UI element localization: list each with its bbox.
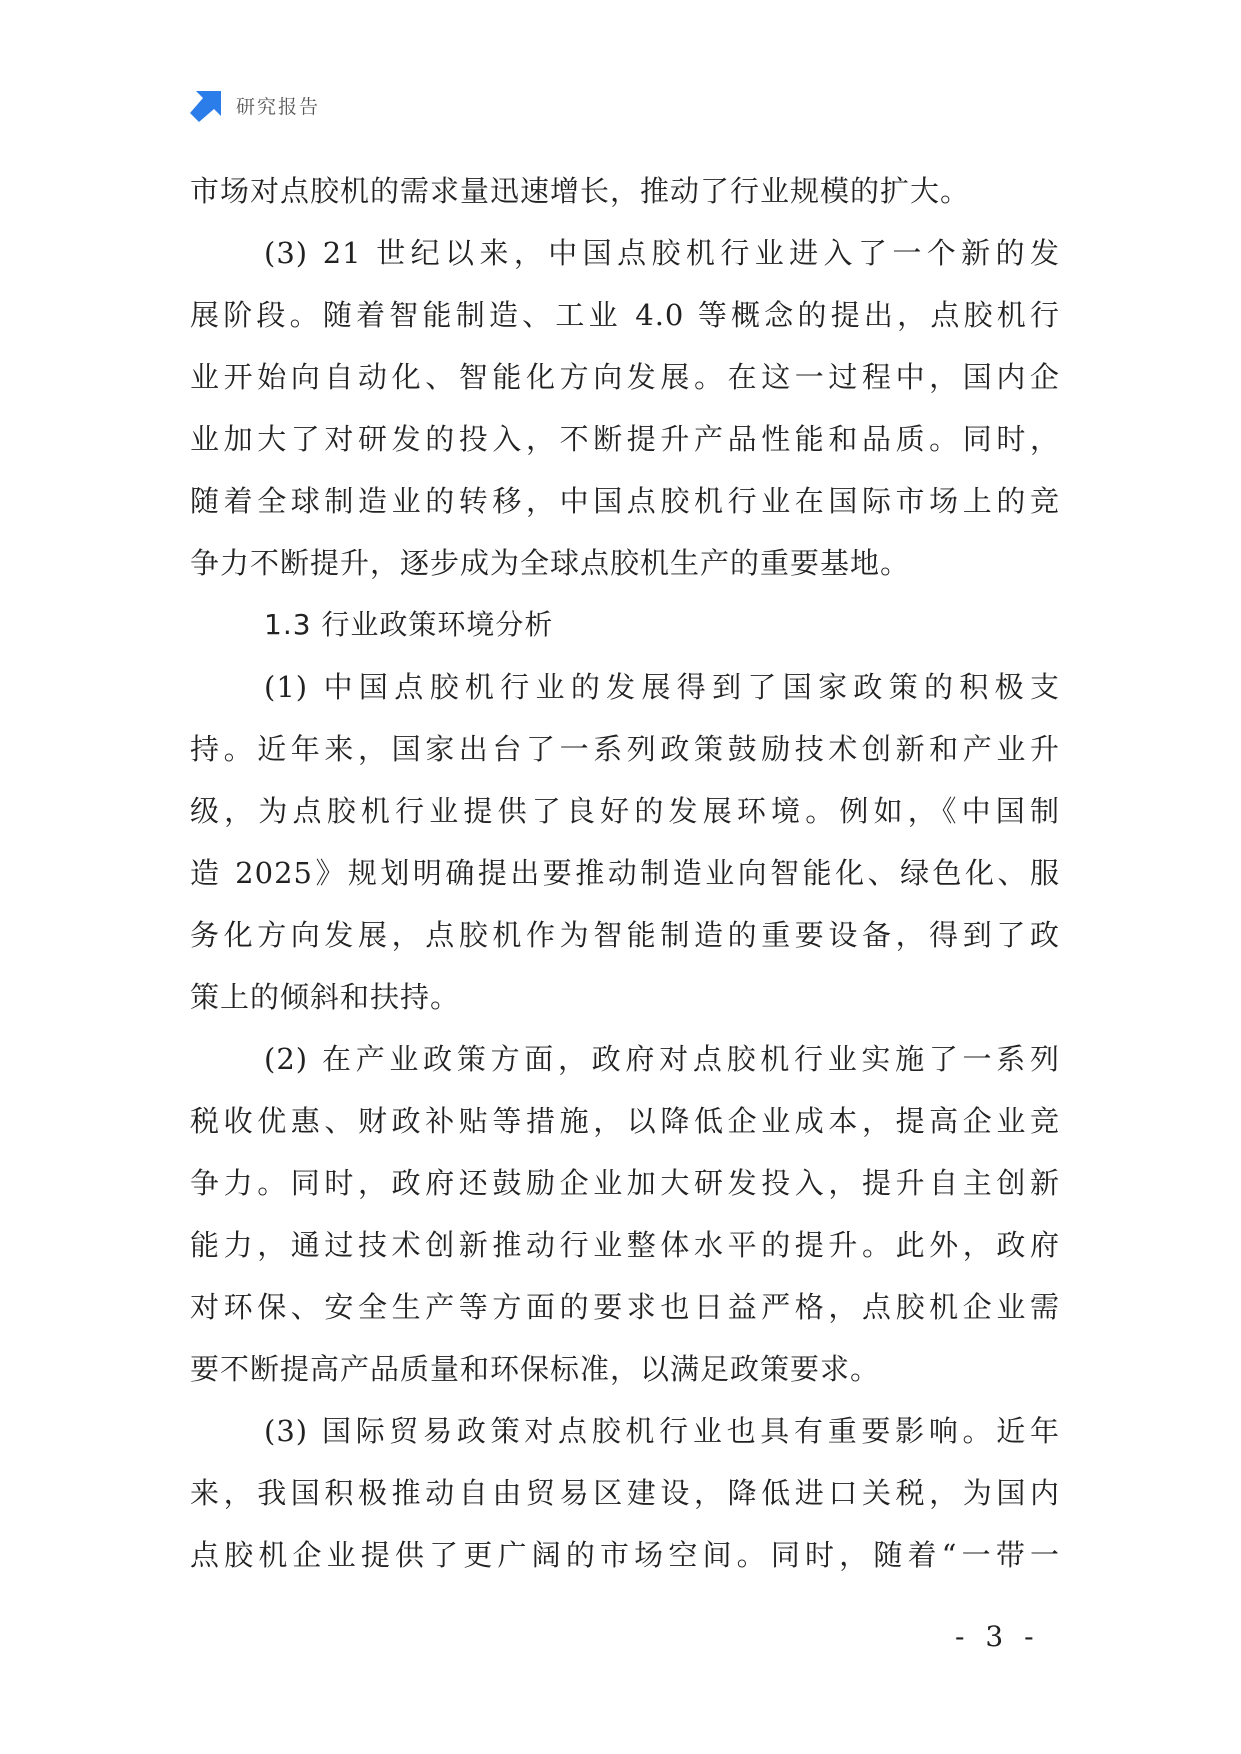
- text-line: 业开始向自动化、智能化方向发展。在这一过程中，国内企: [190, 360, 1060, 394]
- arrow-up-right-icon: [190, 88, 224, 122]
- text-line: 争力不断提升，逐步成为全球点胶机生产的重要基地。: [190, 546, 911, 580]
- text-line: 来，我国积极推动自由贸易区建设，降低进口关税，为国内: [190, 1476, 1060, 1510]
- text-line: 策上的倾斜和扶持。: [190, 980, 461, 1014]
- text-line: 业加大了对研发的投入，不断提升产品性能和品质。同时，: [190, 422, 1060, 456]
- header-title: 研究报告: [236, 95, 321, 118]
- text-line: 争力。同时，政府还鼓励企业加大研发投入，提升自主创新: [190, 1166, 1060, 1200]
- text-line: (1) 中国点胶机行业的发展得到了国家政策的积极支: [264, 670, 1060, 704]
- text-line: (2) 在产业政策方面，政府对点胶机行业实施了一系列: [264, 1042, 1060, 1076]
- text-line: 级，为点胶机行业提供了良好的发展环境。例如，《中国制: [190, 794, 1060, 828]
- text-line: 能力，通过技术创新推动行业整体水平的提升。此外，政府: [190, 1228, 1060, 1262]
- text-line: (3) 国际贸易政策对点胶机行业也具有重要影响。近年: [264, 1414, 1060, 1448]
- text-line: 对环保、安全生产等方面的要求也日益严格，点胶机企业需: [190, 1290, 1060, 1324]
- text-line: 税收优惠、财政补贴等措施，以降低企业成本，提高企业竞: [190, 1104, 1060, 1138]
- text-line: 要不断提高产品质量和环保标准，以满足政策要求。: [190, 1352, 881, 1386]
- text-line: 随着全球制造业的转移，中国点胶机行业在国际市场上的竞: [190, 484, 1060, 518]
- text-line: 持。近年来，国家出台了一系列政策鼓励技术创新和产业升: [190, 732, 1060, 766]
- page-number: - 3 -: [955, 1620, 1040, 1653]
- text-line: 点胶机企业提供了更广阔的市场空间。同时，随着“一带一: [190, 1538, 1060, 1572]
- text-line: 市场对点胶机的需求量迅速增长，推动了行业规模的扩大。: [190, 174, 971, 208]
- text-line: 造 2025》规划明确提出要推动制造业向智能化、绿色化、服: [190, 856, 1060, 890]
- text-line: 务化方向发展，点胶机作为智能制造的重要设备，得到了政: [190, 918, 1060, 952]
- text-line: (3) 21 世纪以来，中国点胶机行业进入了一个新的发: [264, 236, 1060, 270]
- report-body: [190, 160, 1060, 1586]
- section-heading: 1.3 行业政策环境分析: [264, 608, 554, 641]
- page-header: [190, 88, 320, 122]
- text-line: 展阶段。随着智能制造、工业 4.0 等概念的提出，点胶机行: [190, 298, 1060, 332]
